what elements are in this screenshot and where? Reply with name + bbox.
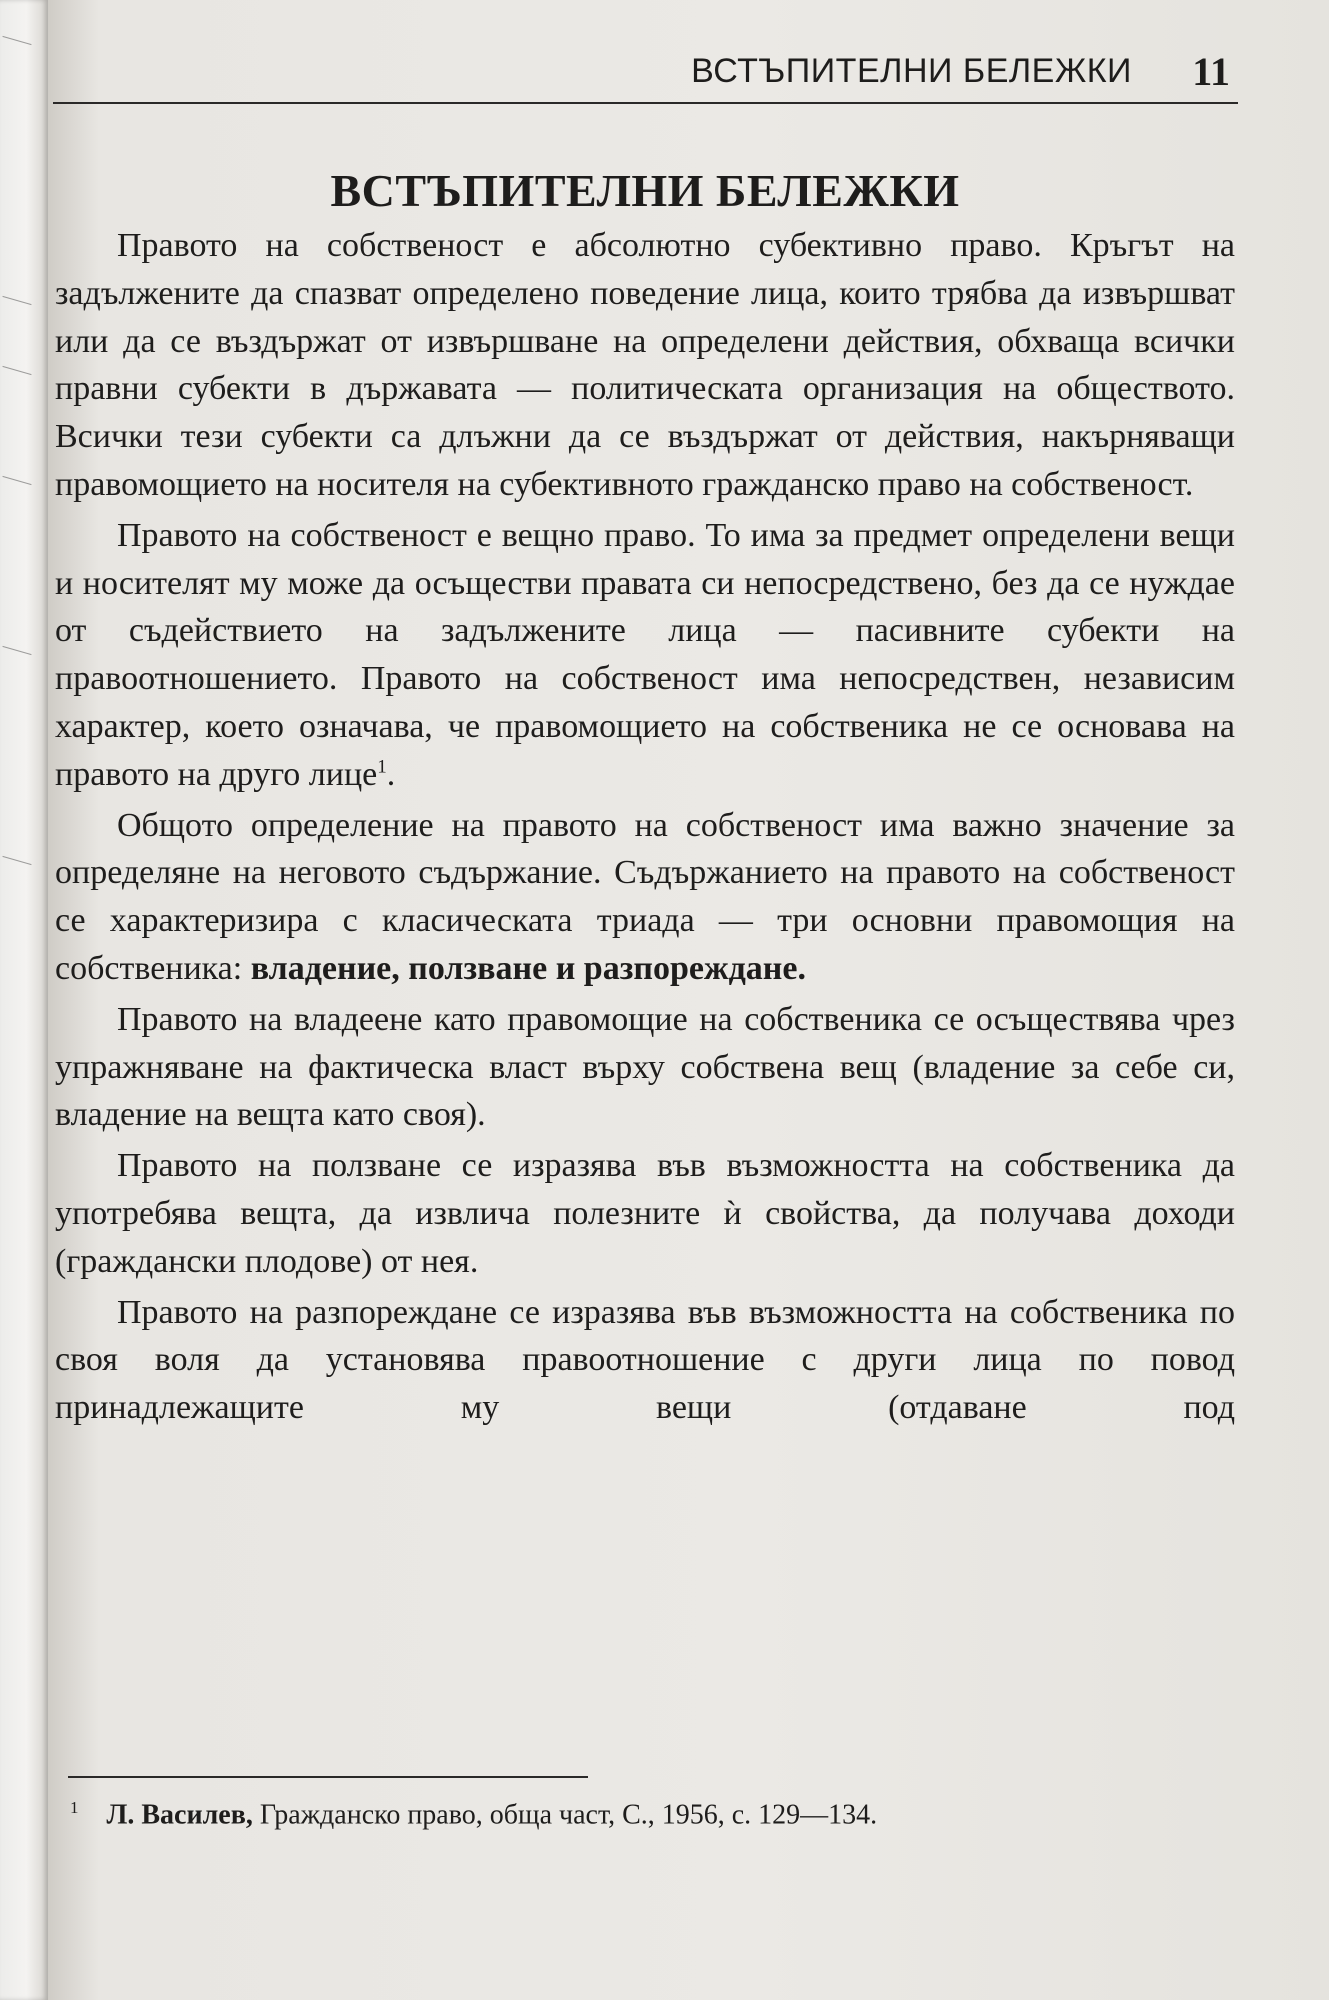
page-number: 11 bbox=[1192, 49, 1230, 94]
bleed-mark bbox=[2, 296, 31, 305]
footnote bbox=[70, 1790, 1210, 1833]
previous-page-edge bbox=[0, 0, 48, 2000]
bleed-mark bbox=[2, 476, 31, 485]
paragraph-end: . bbox=[386, 755, 396, 793]
bleed-mark bbox=[2, 856, 31, 865]
paragraph-2 bbox=[55, 512, 1235, 799]
paragraph-4 bbox=[55, 996, 1235, 1139]
bleed-mark bbox=[2, 36, 31, 45]
footnote-reference: 1 bbox=[377, 756, 387, 778]
book-page bbox=[48, 0, 1329, 2000]
bleed-mark bbox=[2, 646, 31, 655]
footnote-author: Л. Василев, bbox=[106, 1799, 253, 1831]
bleed-mark bbox=[2, 366, 31, 375]
paragraph-text: Правото на ползване се изразява във възможността на собственика да употребява вещта, да извлича полезните ѝ свойства, да получава доходи (граждански плодове) от нея. bbox=[55, 1147, 1235, 1280]
paragraph-text: Правото на разпореждане се изразява във възможността на собственика по своя воля да установява правоотношение с други лица по повод принадлежащите му вещи (отдаване под bbox=[55, 1293, 1235, 1427]
footnote-divider bbox=[68, 1776, 588, 1778]
paragraph-1 bbox=[55, 222, 1235, 509]
paragraph-text: Правото на собственост е абсолютно субективно право. Кръгът на задължените да спазват определено поведение лица, които трябва да извършват или да се въздържат от извършване на определени действия, обхваща всички правни субекти в държавата — политическата организация на обществото. Всички тези субекти са длъжни да се въздържат от действия, накърняващи правомощието на носителя на субективното гражданско право на собственост. bbox=[55, 227, 1235, 503]
paragraph-text: Правото на владеене като правомощие на собственика се осъществява чрез упражняване на фактическа власт върху собствена вещ (владение за себе си, владение на вещта като своя). bbox=[55, 1000, 1235, 1134]
paragraph-6 bbox=[55, 1289, 1235, 1432]
running-header bbox=[53, 48, 1238, 104]
paragraph-5 bbox=[55, 1142, 1235, 1285]
running-title: ВСТЪПИТЕЛНИ БЕЛЕЖКИ bbox=[691, 52, 1132, 90]
paragraph-text: Правото на собственост е вещно право. То има за предмет определени вещи и носителят му може да осъществи правата си непосредствено, без да се нуждае от съдействието на задължените лица — пасивните субекти на правоотношението. Правото на собственост има непосредствен, независим характер, което означава, че правомощието на собственика не се основава на правото на друго лице bbox=[55, 516, 1235, 793]
section-title: ВСТЪПИТЕЛНИ БЕЛЕЖКИ bbox=[330, 165, 960, 216]
footnote-mark: 1 bbox=[70, 1798, 79, 1817]
bold-term-list: владение, ползване и разпореждане. bbox=[250, 949, 806, 987]
paragraph-text: Общото определение на правото на собственост има важно значение за определяне на неговото съдържание. Съдържанието на правото на собственост се характеризира с класическата триада — три основни правомощия на собственика: bbox=[55, 806, 1235, 987]
main-text bbox=[55, 160, 1235, 1435]
footnote-text: Гражданско право, обща част, С., 1956, с. 129—134. bbox=[252, 1799, 878, 1831]
paragraph-3 bbox=[55, 802, 1235, 993]
